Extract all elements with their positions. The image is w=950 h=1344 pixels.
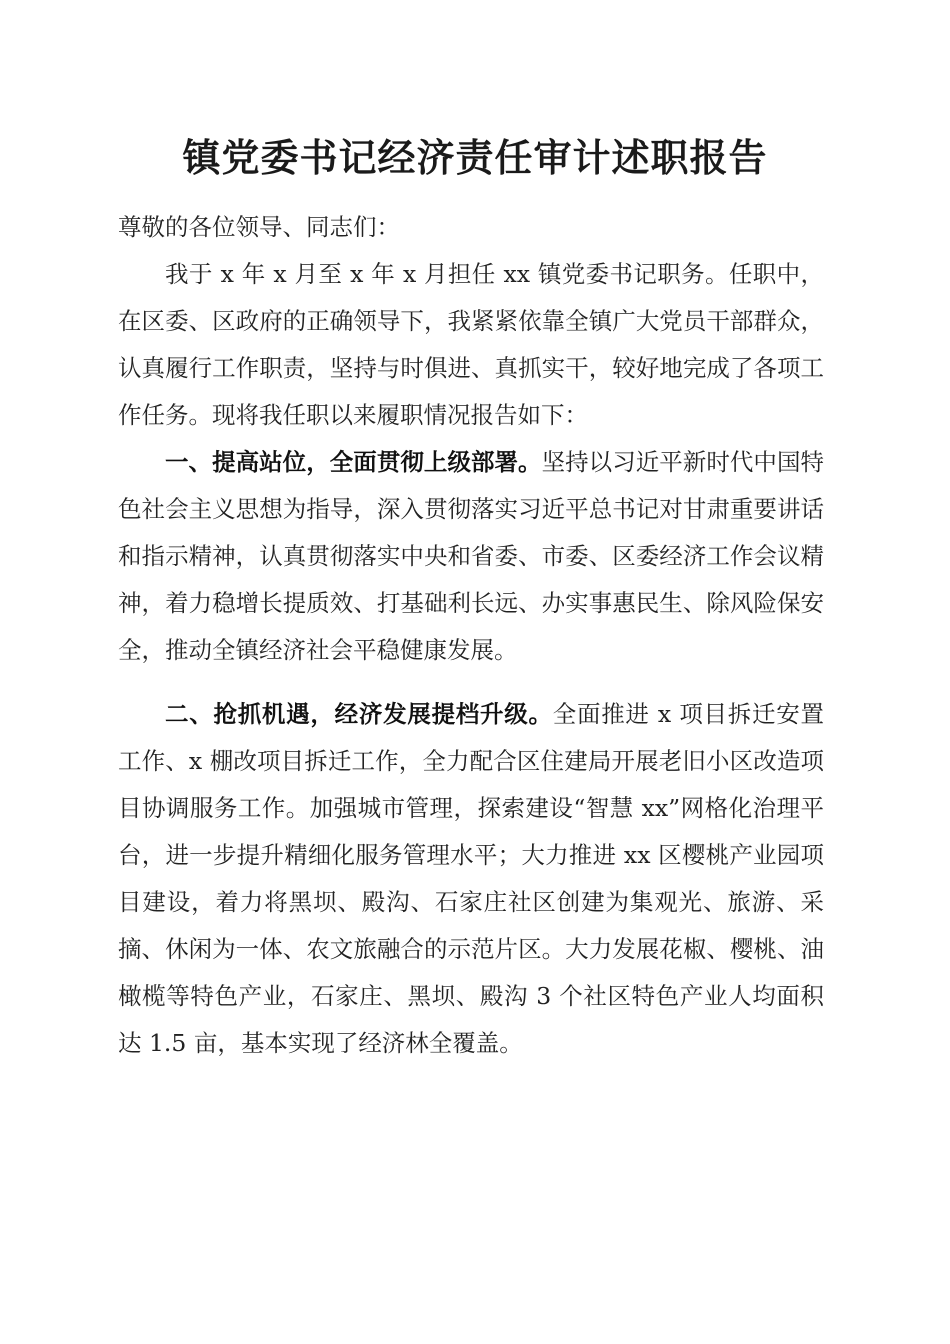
paragraph-spacer	[118, 674, 824, 691]
intro-paragraph: 我于 x 年 x 月至 x 年 x 月担任 xx 镇党委书记职务。任职中，在区委、区政府的正确领导下，我紧紧依靠全镇广大党员干部群众，认真履行工作职责，坚持与时俱进、真抓实干，较好地完成了各项工作任务。现将我任职以来履职情况报告如下：	[118, 260, 824, 429]
section-2-text: 全面推进 x 项目拆迁安置工作、x 棚改项目拆迁工作，全力配合区住建局开展老旧小区改造项目协调服务工作。加强城市管理，探索建设“智慧 xx”网格化治理平台，进一步提升精细化服务管理水平；大力推进 xx 区樱桃产业园项目建设，着力将黑坝、殿沟、石家庄社区创建为集观光、旅游、采摘、休闲为一体、农文旅融合的示范片区。大力发展花椒、樱桃、油橄榄等特色产业，石家庄、黑坝、殿沟 3 个社区特色产业人均面积达 1.5 亩，基本实现了经济林全覆盖。	[118, 700, 824, 1057]
section-1-paragraph	[118, 439, 824, 674]
document-body	[118, 204, 824, 1067]
section-2-paragraph	[118, 691, 824, 1067]
section-1-heading: 一、提高站位，全面贯彻上级部署。	[165, 448, 542, 476]
section-2-heading: 二、抢抓机遇，经济发展提档升级。	[165, 700, 553, 728]
document-title: 镇党委书记经济责任审计述职报告	[182, 135, 768, 180]
section-1-text: 坚持以习近平新时代中国特色社会主义思想为指导，深入贯彻落实习近平总书记对甘肃重要讲话和指示精神，认真贯彻落实中央和省委、市委、区委经济工作会议精神，着力稳增长提质效、打基础利长远、办实事惠民生、除风险保安全，推动全镇经济社会平稳健康发展。	[118, 448, 825, 664]
salutation: 尊敬的各位领导、同志们：	[118, 213, 400, 241]
